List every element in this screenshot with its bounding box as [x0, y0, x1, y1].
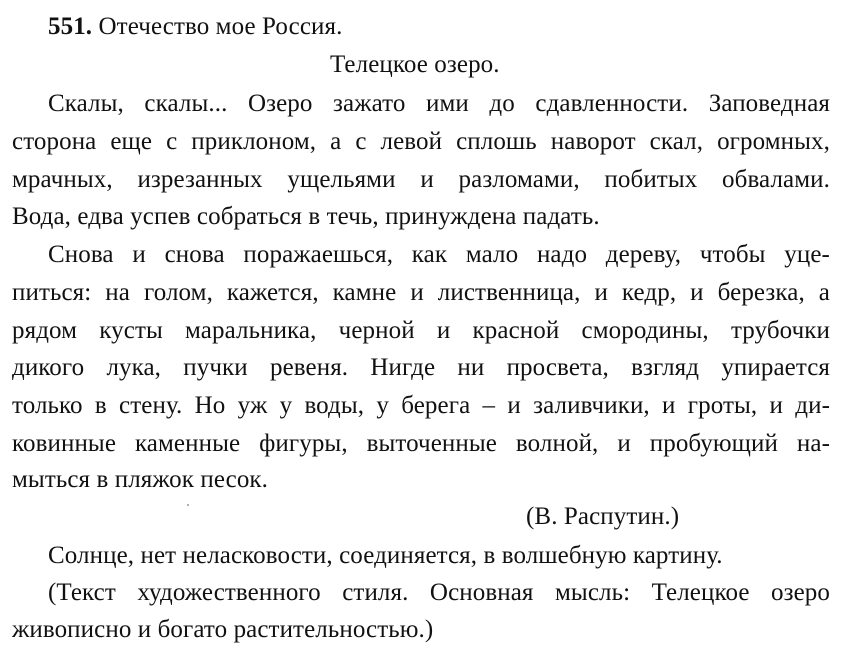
paragraph1-line: сторона еще с приклоном, а с левой сплошь наворот скал, огромных,: [12, 128, 830, 155]
exercise-number: 551.: [48, 13, 93, 40]
answer-explanation-line: (Текст художественного стиля. Основная мысль: Телецкое озеро: [48, 579, 830, 606]
paragraph1-line: мрачных, изрезанных ущельями и разломами, побитых обвалами.: [12, 166, 830, 193]
text-title: Телецкое озеро.: [330, 51, 500, 78]
exercise-heading: Отечество мое Россия.: [98, 13, 343, 40]
paragraph2-line: Снова и снова поражаешься, как мало надо дереву, чтобы уце-: [48, 241, 830, 268]
paragraph1-line: Скалы, скалы... Озеро зажато ими до сдавленности. Заповедная: [48, 90, 830, 117]
answer-sentence: Солнце, нет неласковости, соединяется, в волшебную картину.: [48, 542, 723, 569]
exercise-header: [48, 12, 342, 42]
answer-explanation-line: живописно и богато растительностью.): [12, 616, 434, 643]
paragraph2-line: дикого лука, пучки ревеня. Нигде ни просвета, взгляд упирается: [12, 354, 830, 381]
paragraph2-line: только в стену. Но уж у воды, у берега – и заливчики, и гроты, и ди-: [12, 392, 830, 419]
paragraph1-line: Вода, едва успев собраться в течь, принуждена падать.: [12, 203, 600, 230]
paragraph2-line: рядом кусты маральника, черной и красной смородины, трубочки: [12, 317, 830, 344]
paragraph2-line: питься: на голом, кажется, камне и лиственница, и кедр, и березка, а: [12, 279, 830, 306]
attribution: (В. Распутин.): [526, 503, 680, 530]
paragraph2-line: мыться в пляжок песок.: [12, 466, 269, 493]
scan-speck: [187, 504, 189, 506]
paragraph2-line: ковинные каменные фигуры, выточенные волной, и пробующий на-: [12, 430, 830, 457]
